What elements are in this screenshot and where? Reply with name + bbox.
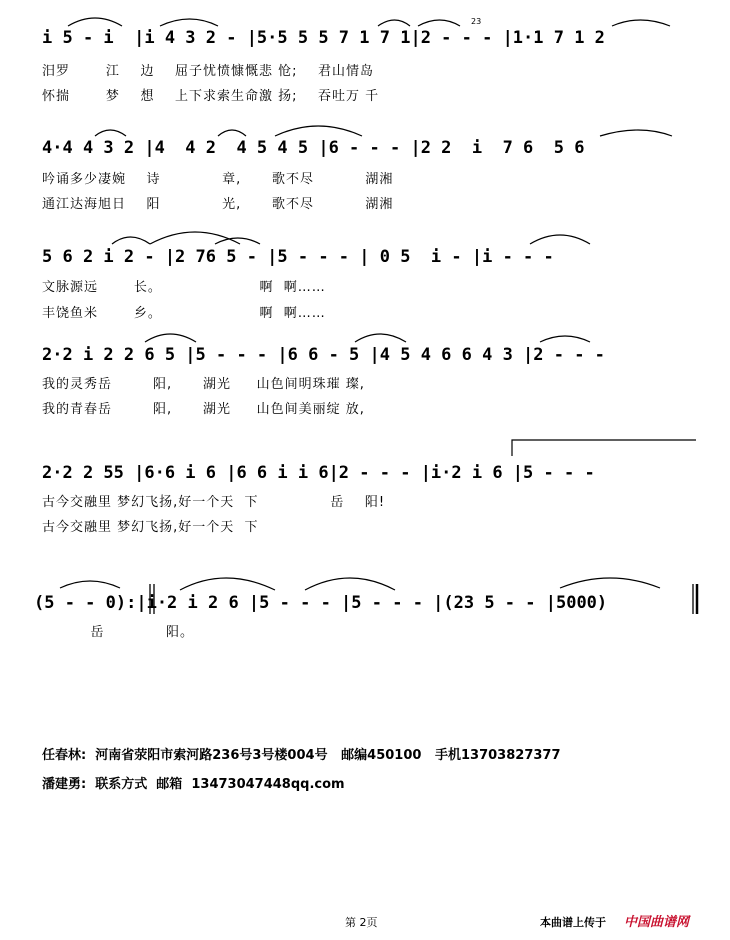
lyric-row-1-verse-2: 怀揣 梦 想 上下求索生命激 扬; 吞吐万 千	[42, 89, 380, 104]
lyric-row-2-verse-2: 通江达海旭日 阳 光, 歌不尽 湖湘	[42, 197, 394, 212]
page-number: 第 2页	[345, 916, 378, 929]
lyric-row-2-verse-1: 吟诵多少凄婉 诗 章, 歌不尽 湖湘	[42, 172, 394, 187]
notation-row-2: 4·4 4 3 2 |4 4 2 4 5 4 5 |6 - - - |2 2 i 7 6 5 6	[42, 138, 585, 158]
lyric-row-5-verse-2: 古今交融里 梦幻飞扬,好一个天 下	[42, 520, 259, 535]
site-logo[interactable]: 中国曲谱网	[624, 915, 690, 930]
lyric-row-5-verse-1: 古今交融里 梦幻飞扬,好一个天 下 岳 阳!	[42, 495, 386, 510]
contact-line-lyricist: 潘建勇: 联系方式 邮箱 13473047448qq.com	[42, 777, 345, 792]
contact-line-composer: 任春林: 河南省荥阳市索河路236号3号楼004号 邮编450100 手机13703827377	[42, 748, 561, 763]
tempo-mark: 23	[471, 17, 482, 26]
notation-row-4: 2·2 i 2 2 6 5 |5 - - - |6 6 - 5 |4 5 4 6 6 4 3 |2 - - -	[42, 345, 605, 365]
lyric-row-4-verse-1: 我的灵秀岳 阳, 湖光 山色间明珠璀 璨,	[42, 377, 365, 392]
notation-row-3: 5 6 2 i 2 - |2 76 5 - |5 - - - | 0 5 i - |i - - -	[42, 247, 564, 267]
notation-row-1: i 5 - i |i 4 3 2 - |5·5 5 5 7 1 7 1|2 - - - |1·1 7 1 2	[42, 28, 605, 48]
lyric-row-1-verse-1: 汨罗 江 边 屈子忧愤慷慨悲 怆; 君山情岛	[42, 64, 375, 79]
lyric-row-4-verse-2: 我的青春岳 阳, 湖光 山色间美丽绽 放,	[42, 402, 365, 417]
upload-note: 本曲谱上传于	[540, 916, 606, 929]
notation-row-6: (5 - - 0):|i·2 i 2 6 |5 - - - |5 - - - |(23 5 - - |5000)	[34, 593, 608, 613]
notation-row-5: 2·2 2 55 |6·6 i 6 |6 6 i i 6|2 - - - |i·2 i 6 |5 - - -	[42, 463, 595, 483]
lyric-row-3-verse-2: 丰饶鱼米 乡。 啊 啊……	[42, 306, 326, 321]
lyric-row-3-verse-1: 文脉源远 长。 啊 啊……	[42, 280, 326, 295]
lyric-row-6-verse-1: 岳 阳。	[34, 625, 195, 640]
